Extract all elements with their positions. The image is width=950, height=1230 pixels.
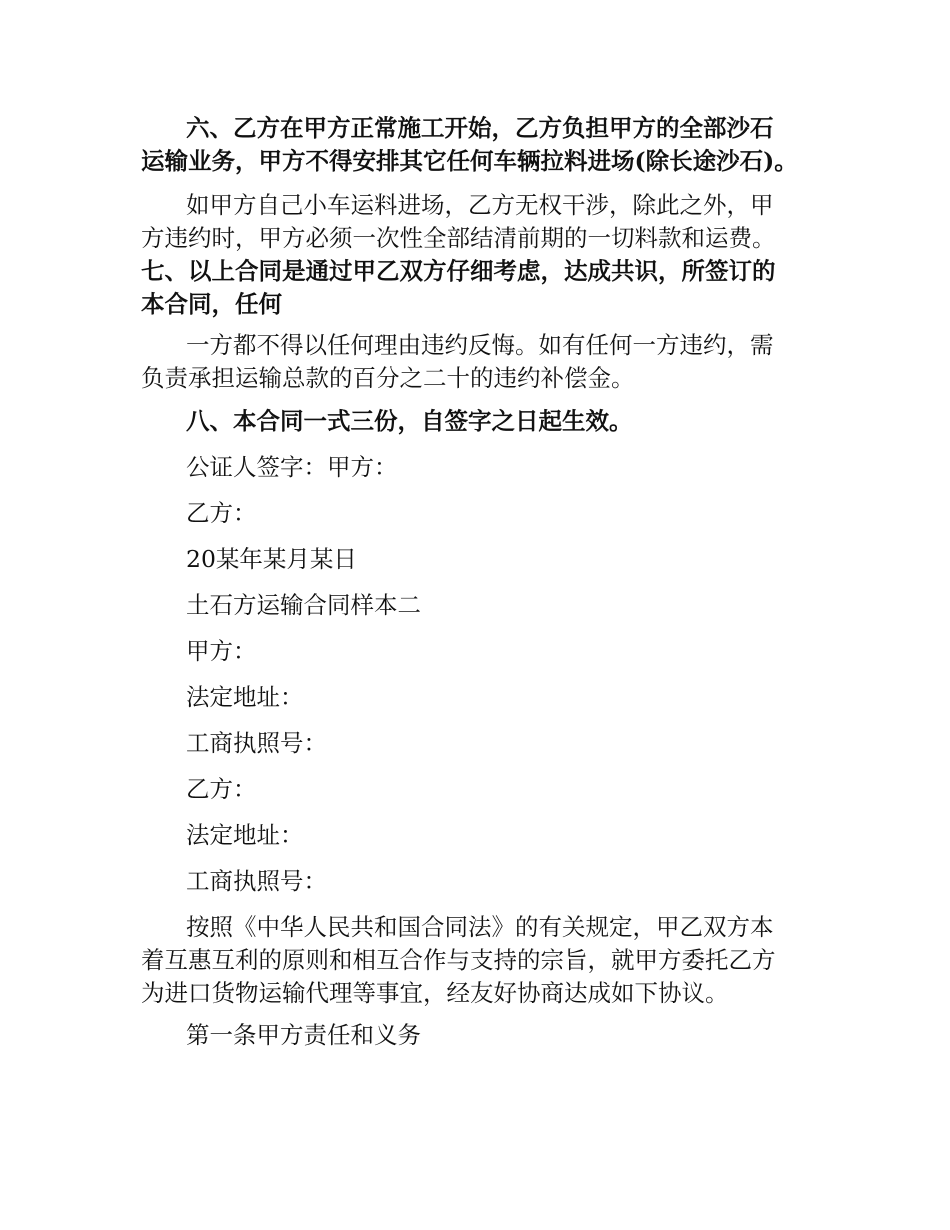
section-6-line-2: 运输业务，甲方不得安排其它任何车辆拉料进场(除长途沙石)。: [141, 147, 798, 175]
section-7-line-2: 本合同，任何: [141, 290, 282, 318]
party-a-label: 甲方：: [186, 637, 257, 665]
section-8: 八、本合同一式三份，自签字之日起生效。: [186, 407, 633, 435]
sample-2-title: 土石方运输合同样本二: [186, 591, 421, 619]
paragraph-small-car-line-2: 方违约时，甲方必须一次性全部结清前期的一切料款和运费。: [141, 224, 776, 252]
party-b-signature-line: 乙方：: [186, 499, 257, 527]
paragraph-intro-line-1: 按照《中华人民共和国合同法》的有关规定，甲乙双方本: [186, 913, 774, 941]
party-a-license-label: 工商执照号：: [186, 729, 327, 757]
paragraph-breach-line-2: 负责承担运输总款的百分之二十的违约补偿金。: [141, 364, 635, 392]
party-b-license-label: 工商执照号：: [186, 867, 327, 895]
party-b-address-label: 法定地址：: [186, 821, 304, 849]
paragraph-intro-line-3: 为进口货物运输代理等事宜，经友好协商达成如下协议。: [141, 979, 729, 1007]
notary-signature-line: 公证人签字：甲方：: [186, 453, 398, 481]
paragraph-breach-line-1: 一方都不得以任何理由违约反悔。如有任何一方违约，需: [186, 331, 774, 359]
article-1-heading: 第一条甲方责任和义务: [186, 1021, 421, 1049]
paragraph-intro-line-2: 着互惠互利的原则和相互合作与支持的宗旨，就甲方委托乙方: [141, 946, 776, 974]
party-b-label: 乙方：: [186, 775, 257, 803]
section-6-line-1: 六、乙方在甲方正常施工开始，乙方负担甲方的全部沙石: [186, 114, 774, 142]
paragraph-small-car-line-1: 如甲方自己小车运料进场，乙方无权干涉，除此之外，甲: [186, 191, 774, 219]
party-a-address-label: 法定地址：: [186, 683, 304, 711]
signing-date: 20某年某月某日: [186, 545, 357, 573]
section-7-line-1: 七、以上合同是通过甲乙双方仔细考虑，达成共识，所签订的: [141, 257, 776, 285]
